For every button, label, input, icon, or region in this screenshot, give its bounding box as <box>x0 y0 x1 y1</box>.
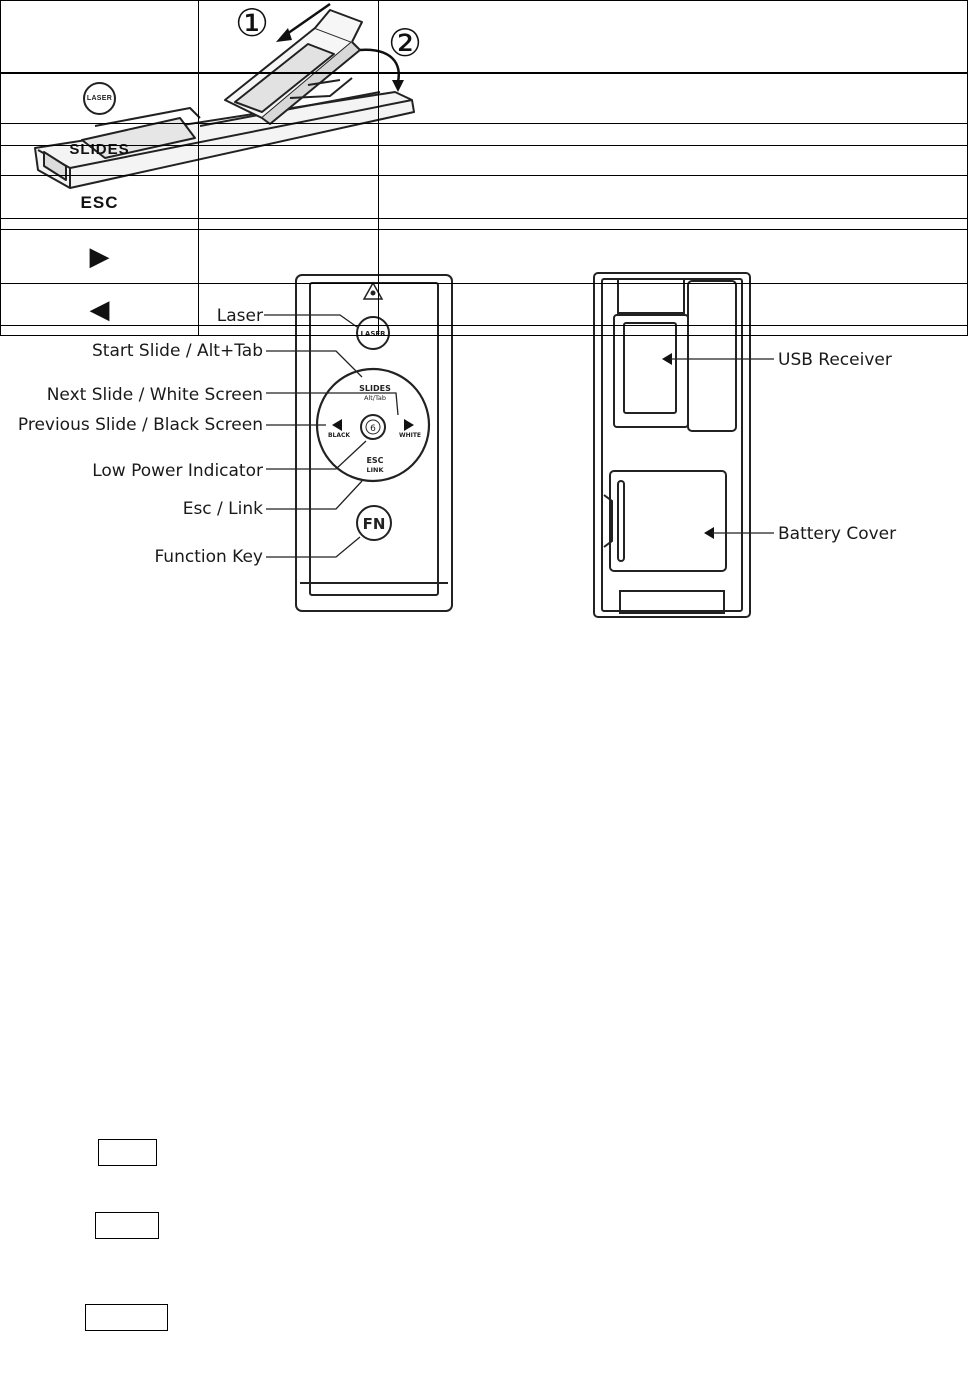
previous-slide-callout: Previous Slide / Black Screen <box>17 415 263 435</box>
slides-label: SLIDES <box>359 384 391 393</box>
right-arrow-icon: ▶ <box>89 241 110 271</box>
esc-link-callout: Esc / Link <box>182 499 263 519</box>
alt-tab-label: Alt/Tab <box>364 394 386 402</box>
table-row <box>1 146 968 219</box>
step-1-label: ① <box>235 1 270 45</box>
key-box <box>95 1212 159 1239</box>
left-arrow-icon: ◀ <box>89 294 110 324</box>
black-label: BLACK <box>327 432 351 439</box>
laser-button-label: LASER <box>360 330 386 338</box>
laser-callout: Laser <box>216 306 263 326</box>
laser-button-icon: LASER <box>83 82 116 115</box>
white-label: WHITE <box>398 432 422 439</box>
function-key-callout: Function Key <box>154 547 263 567</box>
table-header-row <box>1 1 968 73</box>
start-slide-callout: Start Slide / Alt+Tab <box>92 341 263 361</box>
usb-receiver-callout: USB Receiver <box>778 350 892 370</box>
svg-text:6: 6 <box>370 424 376 434</box>
fn-label: FN <box>362 515 386 533</box>
key-combination-table <box>0 0 968 326</box>
table-row <box>1 73 968 146</box>
esc-label: ESC <box>366 456 384 465</box>
key-box <box>98 1139 157 1166</box>
table-row <box>1 219 968 326</box>
next-slide-callout: Next Slide / White Screen <box>46 385 263 405</box>
slides-button-icon: SLIDES <box>69 140 130 158</box>
link-label: LINK <box>366 466 384 474</box>
battery-cover-callout: Battery Cover <box>778 524 897 544</box>
esc-button-icon: ESC <box>80 192 119 212</box>
step-2-label: ② <box>388 21 423 65</box>
key-box <box>85 1304 168 1331</box>
low-power-callout: Low Power Indicator <box>92 461 263 481</box>
